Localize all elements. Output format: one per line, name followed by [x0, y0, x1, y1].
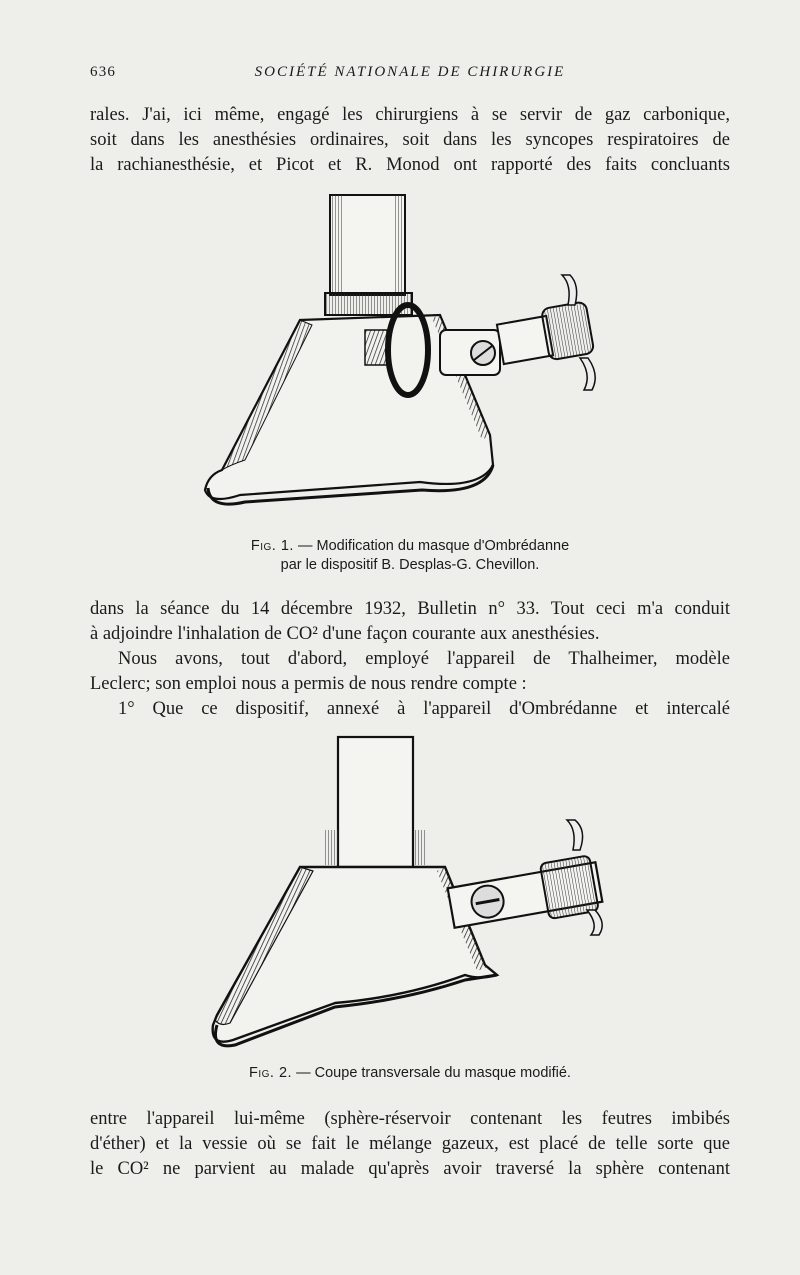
text-line: entre l'appareil lui-même (sphère-réservoir contenant les feutres imbibés: [90, 1109, 730, 1129]
paragraph-3: [90, 647, 730, 697]
text-line: à adjoindre l'inhalation de CO² d'une façon courante aux anesthésies.: [90, 624, 600, 644]
figure-1-illustration: [200, 190, 610, 525]
caption-line: [90, 1064, 730, 1083]
figure-1-caption: [90, 537, 730, 575]
paragraph-5: [90, 1107, 730, 1182]
running-title: SOCIÉTÉ NATIONALE DE CHIRURGIE: [254, 64, 566, 80]
text-line: Nous avons, tout d'abord, employé l'appareil de Thalheimer, modèle: [118, 649, 730, 669]
caption-line: par le dispositif B. Desplas-G. Chevillon.: [280, 557, 540, 573]
text-line: dans la séance du 14 décembre 1932, Bulletin n° 33. Tout ceci m'a conduit: [90, 599, 730, 619]
caption-text: — Modification du masque d'Ombrédanne: [293, 538, 570, 554]
figure-1-label: Fig. 1.: [250, 538, 294, 554]
page-number: 636: [90, 64, 117, 80]
caption-text: — Coupe transversale du masque modifié.: [292, 1065, 571, 1081]
figure-2-caption: [90, 1064, 730, 1083]
text-line: soit dans les anesthésies ordinaires, soit dans les syncopes respiratoires de: [90, 130, 730, 150]
text-line: rales. J'ai, ici même, engagé les chirurgiens à se servir de gaz carbonique,: [90, 105, 730, 125]
text-line: la rachianesthésie, et Picot et R. Monod ont rapporté des faits concluants: [90, 155, 730, 175]
text-line: 1° Que ce dispositif, annexé à l'appareil d'Ombrédanne et intercalé: [118, 699, 730, 719]
caption-line: [90, 537, 730, 556]
figure-2-illustration: [205, 735, 615, 1055]
running-header: [90, 62, 730, 86]
paragraph-2: [90, 597, 730, 647]
paragraph-4: [90, 697, 730, 722]
figure-2-label: Fig. 2.: [249, 1065, 293, 1081]
text-line: d'éther) et la vessie où se fait le mélange gazeux, est placé de telle sorte que: [90, 1134, 730, 1154]
text-line: Leclerc; son emploi nous a permis de nous rendre compte :: [90, 674, 527, 694]
paragraph-1: [90, 103, 730, 178]
text-line: le CO² ne parvient au malade qu'après avoir traversé la sphère contenant: [90, 1159, 730, 1179]
